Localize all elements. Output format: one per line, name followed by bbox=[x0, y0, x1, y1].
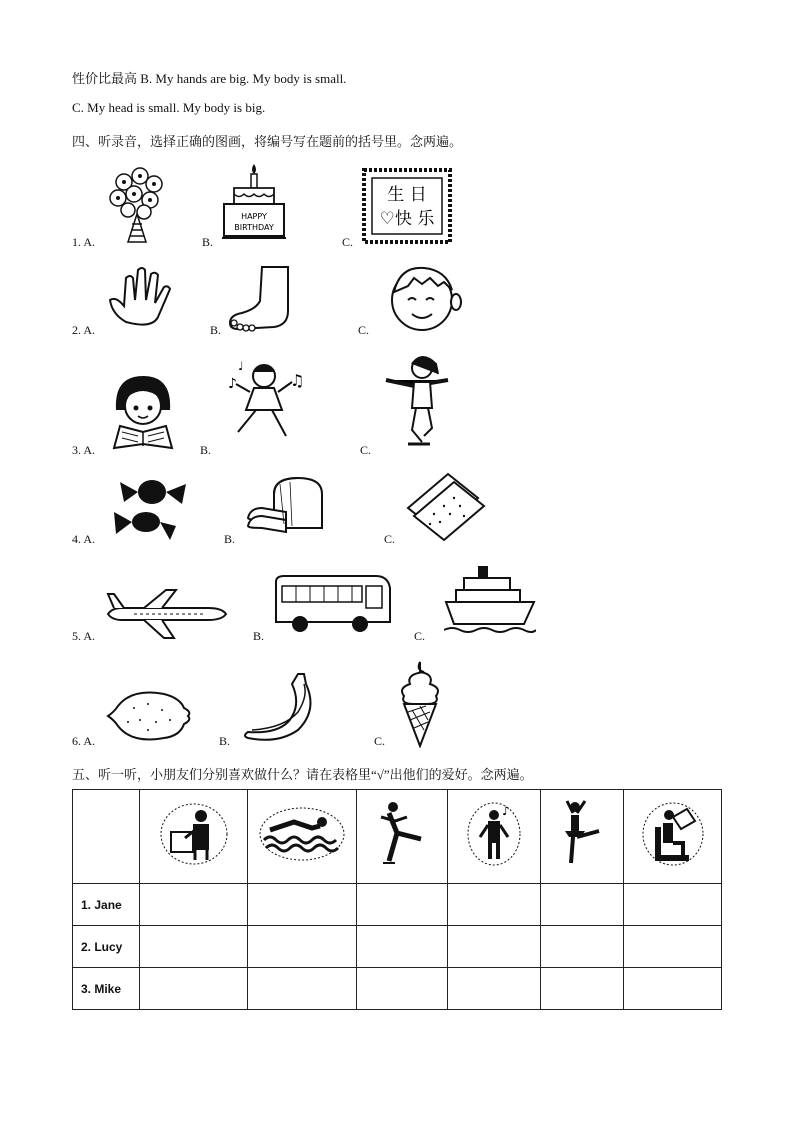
table-row bbox=[73, 968, 722, 1010]
painting-icon bbox=[159, 802, 229, 866]
corner-cell bbox=[73, 790, 140, 884]
q5-label-c: C. bbox=[414, 629, 426, 643]
check-cell[interactable] bbox=[140, 884, 248, 926]
check-cell[interactable] bbox=[357, 884, 448, 926]
check-cell[interactable] bbox=[140, 926, 248, 968]
section-4-heading: 四、听录音，选择正确的图画，将编号写在题前的括号里。念两遍。 bbox=[72, 134, 463, 149]
check-cell[interactable] bbox=[448, 926, 541, 968]
q4-label-b: B. bbox=[224, 532, 236, 546]
singing-icon bbox=[466, 801, 522, 867]
check-cell[interactable] bbox=[541, 968, 624, 1010]
hobby-singing bbox=[448, 790, 541, 884]
ship-icon bbox=[444, 562, 536, 638]
girl-reading-icon bbox=[108, 370, 178, 452]
q2-label-a: 2. A. bbox=[72, 323, 96, 337]
q6-label-b: B. bbox=[219, 734, 231, 748]
face-icon bbox=[384, 262, 462, 334]
check-cell[interactable] bbox=[624, 968, 722, 1010]
check-cell[interactable] bbox=[541, 884, 624, 926]
q3-label-b: B. bbox=[200, 443, 212, 457]
table-header-row bbox=[73, 790, 722, 884]
check-cell[interactable] bbox=[624, 884, 722, 926]
section-5-heading: 五、听一听，小朋友们分别喜欢做什么？请在表格里“√”出他们的爱好。念两遍。 bbox=[72, 767, 533, 782]
svg-text:BIRTHDAY: BIRTHDAY bbox=[234, 223, 274, 232]
dancing-icon bbox=[559, 799, 605, 869]
q3-label-c: C. bbox=[360, 443, 372, 457]
banana-icon bbox=[242, 670, 320, 744]
bread-icon bbox=[244, 474, 332, 544]
swimming-icon bbox=[258, 806, 346, 862]
hobby-skating bbox=[357, 790, 448, 884]
birthday-cake-icon bbox=[220, 160, 288, 244]
check-cell[interactable] bbox=[357, 926, 448, 968]
card-text-line-1: 生 日 bbox=[387, 185, 427, 205]
girl-skating-icon bbox=[382, 352, 450, 452]
text-line-1: 性价比最高 B. My hands are big. My body is small. bbox=[72, 71, 347, 86]
q2-label-b: B. bbox=[210, 323, 222, 337]
check-cell[interactable] bbox=[140, 968, 248, 1010]
q6-label-c: C. bbox=[374, 734, 386, 748]
q5-label-a: 5. A. bbox=[72, 629, 96, 643]
q2-label-c: C. bbox=[358, 323, 370, 337]
table-row bbox=[73, 884, 722, 926]
q3-label-a: 3. A. bbox=[72, 443, 96, 457]
check-cell[interactable] bbox=[448, 968, 541, 1010]
skating-icon bbox=[377, 799, 427, 869]
flower-bouquet-icon bbox=[104, 164, 170, 246]
ice-cream-icon bbox=[398, 660, 442, 748]
row-name-jane: 1. Jane bbox=[73, 884, 140, 926]
svg-text:♪: ♪ bbox=[502, 804, 510, 818]
table-row bbox=[73, 926, 722, 968]
check-cell[interactable] bbox=[624, 926, 722, 968]
check-cell[interactable] bbox=[357, 968, 448, 1010]
row-name-lucy: 2. Lucy bbox=[73, 926, 140, 968]
hobby-swimming bbox=[248, 790, 357, 884]
q4-label-a: 4. A. bbox=[72, 532, 96, 546]
hand-icon bbox=[106, 262, 184, 330]
check-cell[interactable] bbox=[541, 926, 624, 968]
girl-dancing-icon bbox=[222, 358, 304, 440]
birthday-card-icon bbox=[362, 168, 452, 244]
q4-label-c: C. bbox=[384, 532, 396, 546]
hobby-dancing bbox=[541, 790, 624, 884]
check-cell[interactable] bbox=[448, 884, 541, 926]
hobby-painting bbox=[140, 790, 248, 884]
lemon-icon bbox=[104, 686, 192, 746]
hobby-table bbox=[72, 789, 722, 1010]
check-cell[interactable] bbox=[248, 926, 357, 968]
foot-icon bbox=[228, 265, 298, 333]
check-cell[interactable] bbox=[248, 968, 357, 1010]
svg-text:♩: ♩ bbox=[238, 359, 244, 373]
biscuits-icon bbox=[404, 470, 488, 544]
check-cell[interactable] bbox=[248, 884, 357, 926]
q6-label-a: 6. A. bbox=[72, 734, 96, 748]
bus-icon bbox=[272, 572, 392, 634]
reading-icon bbox=[641, 801, 705, 867]
q5-label-b: B. bbox=[253, 629, 265, 643]
q1-label-b: B. bbox=[202, 235, 214, 249]
candy-icon bbox=[108, 474, 194, 544]
hobby-reading bbox=[624, 790, 722, 884]
row-name-mike: 3. Mike bbox=[73, 968, 140, 1010]
q1-label-c: C. bbox=[342, 235, 354, 249]
card-text-line-2: ♡快 乐 bbox=[379, 209, 435, 229]
q1-label-a: 1. A. bbox=[72, 235, 96, 249]
plane-icon bbox=[104, 588, 228, 640]
svg-text:♫: ♫ bbox=[290, 371, 304, 390]
text-line-2: C. My head is small. My body is big. bbox=[72, 100, 266, 115]
cake-text: HAPPY bbox=[241, 212, 267, 221]
svg-text:♪: ♪ bbox=[228, 376, 237, 392]
